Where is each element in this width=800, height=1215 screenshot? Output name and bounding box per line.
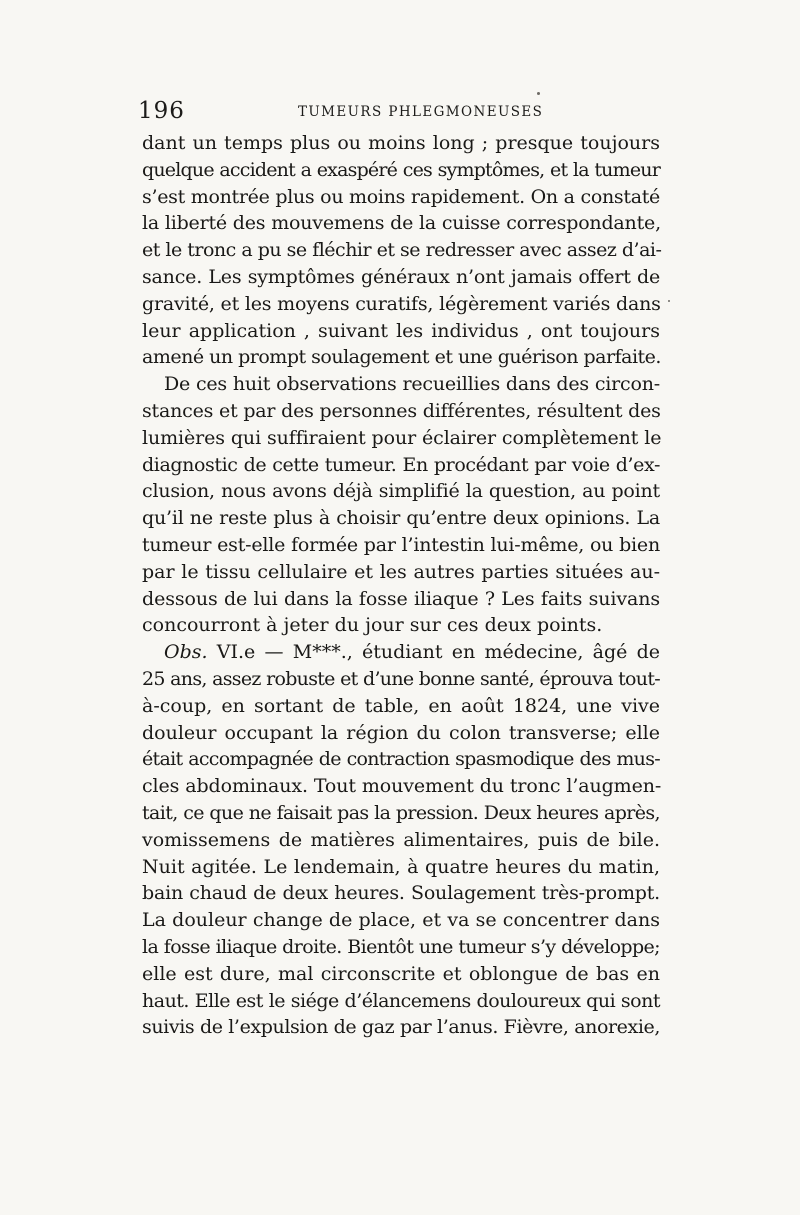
page-number: 196 xyxy=(138,98,185,124)
ink-speck xyxy=(537,92,540,95)
observation-heading-line xyxy=(142,639,660,666)
text-line: dessous de lui dans la fosse iliaque ? Les faits suivans xyxy=(142,587,660,610)
running-head xyxy=(138,98,678,128)
text-line: clusion, nous avons déjà simplifié la question, au point xyxy=(142,480,660,503)
text-line: tumeur est-elle formée par l’intestin lui-même, ou bien xyxy=(142,533,660,556)
text-line: haut. Elle est le siége d’élancemens douloureux qui sont xyxy=(142,989,660,1012)
text-line: gravité, et les moyens curatifs, légèrement variés dans xyxy=(142,292,661,315)
text-line: stances et par des personnes différentes, résultent des xyxy=(142,399,661,422)
text-line: la liberté des mouvemens de la cuisse correspondante, xyxy=(142,212,661,235)
text-line: amené un prompt soulagement et une guérison parfaite. xyxy=(142,346,661,369)
text-line: diagnostic de cette tumeur. En procédant par voie d’ex- xyxy=(142,453,660,476)
text-line: leur application , suivant les individus , ont toujours xyxy=(142,319,660,342)
text-line: la fosse iliaque droite. Bientôt une tumeur s’y développe; xyxy=(142,935,660,958)
text-line: était accompagnée de contraction spasmodique des mus- xyxy=(142,748,660,771)
text-line: dant un temps plus ou moins long ; presque toujours xyxy=(142,132,660,154)
observation-label: Obs. xyxy=(164,641,208,664)
observation-heading-text: VI.e — M***., étudiant en médecine, âgé de xyxy=(216,641,660,664)
ink-speck xyxy=(668,300,670,302)
text-line: cles abdominaux. Tout mouvement du tronc l’augmen- xyxy=(142,775,662,798)
text-line: La douleur change de place, et va se concentrer dans xyxy=(142,909,660,932)
text-line: concourront à jeter du jour sur ces deux points. xyxy=(142,614,603,637)
text-line: par le tissu cellulaire et les autres parties situées au- xyxy=(142,560,660,583)
text-line: quelque accident a exaspéré ces symptômes, et la tumeur xyxy=(142,158,660,181)
text-line: vomissemens de matières alimentaires, puis de bile. xyxy=(142,828,660,851)
text-line: 25 ans, assez robuste et d’une bonne santé, éprouva tout- xyxy=(142,667,660,690)
text-line: et le tronc a pu se fléchir et se redresser avec assez d’ai- xyxy=(142,239,662,262)
text-line: à-coup, en sortant de table, en août 1824, une vive xyxy=(142,694,660,717)
text-line: s’est montrée plus ou moins rapidement. On a constaté xyxy=(142,185,660,208)
text-line: qu’il ne reste plus à choisir qu’entre deux opinions. La xyxy=(142,507,660,530)
text-line: De ces huit observations recueillies dans des circon- xyxy=(164,373,660,396)
text-line: sance. Les symptômes généraux n’ont jamais offert de xyxy=(142,265,660,288)
text-line: Nuit agitée. Le lendemain, à quatre heures du matin, xyxy=(142,855,660,878)
text-line: bain chaud de deux heures. Soulagement très-prompt. xyxy=(142,882,660,905)
running-title: TUMEURS PHLEGMONEUSES xyxy=(298,104,544,120)
text-line: elle est dure, mal circonscrite et oblongue de bas en xyxy=(142,962,660,985)
text-line: lumières qui suffiraient pour éclairer complètement le xyxy=(142,426,662,449)
text-line: douleur occupant la région du colon transverse; elle xyxy=(142,721,660,744)
text-line: tait, ce que ne faisait pas la pression. Deux heures après, xyxy=(142,801,660,824)
text-line: suivis de l’expulsion de gaz par l’anus. Fièvre, anorexie, xyxy=(142,1016,660,1039)
body-text xyxy=(142,130,660,1041)
